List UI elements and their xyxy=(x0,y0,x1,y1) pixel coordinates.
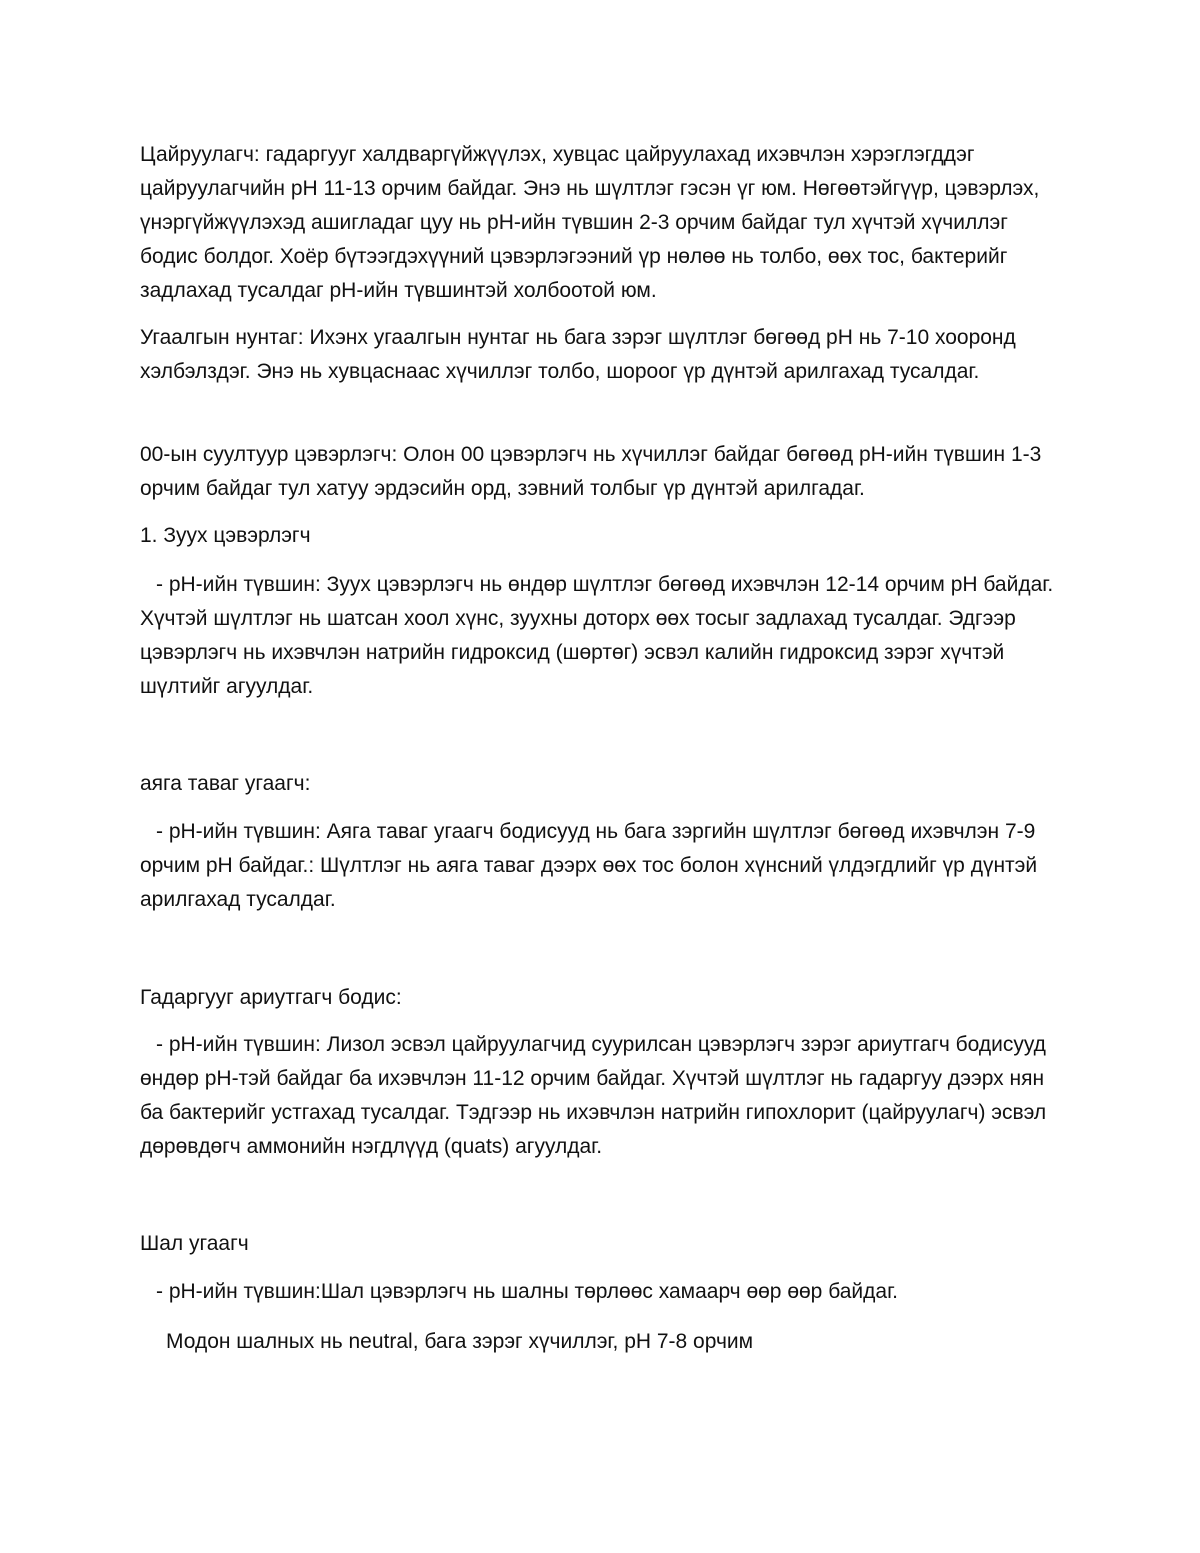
paragraph-dish-soap: - pH-ийн түвшин: Аяга таваг угаагч бодисууд нь бага зэргийн шүлтлэг бөгөөд ихэвчлэн 7-9 орчим pH байдаг.: Шүлтлэг нь аяга таваг дээрх өөх тос болон хүнсний үлдэгдлийг үр дүнтэй арилгахад тусалдаг. xyxy=(140,820,1038,911)
heading-floor-cleaner: Шал угаагч xyxy=(140,1232,249,1255)
heading-oven-cleaner: 1. Зуух цэвэрлэгч xyxy=(140,524,311,547)
paragraph-surface-disinfectant: - pH-ийн түвшин: Лизол эсвэл цайруулагчид суурилсан цэвэрлэгч зэрэг ариутгагч бодисууд өндөр pH-тэй байдаг ба ихэвчлэн 11-12 орчим байдаг. Хүчтэй шүлтлэг нь гадаргуу дээрх нян ба бактерийг устгахад тусалдаг. Тэдгээр нь ихэвчлэн натрийн гипохлорит (цайруулагч) эсвэл дөрөвдөгч аммонийн нэгдлүүд (quats) агуулдаг. xyxy=(140,1033,1047,1158)
paragraph-bleach: Цайруулагч: гадаргууг халдваргүйжүүлэх, хувцас цайруулахад ихэвчлэн хэрэглэгддэг цайруулагчийн pH 11-13 орчим байдаг. Энэ нь шүлтлэг гэсэн үг юм. Нөгөөтэйгүүр, цэвэрлэх, үнэргүйжүүлэхэд ашигладаг цуу нь pH-ийн түвшин 2-3 орчим байдаг тул хүчтэй хүчиллэг бодис болдог. Хоёр бүтээгдэхүүний цэвэрлэгээний үр нөлөө нь толбо, өөх тос, бактерийг задлахад тусалдаг pH-ийн түвшинтэй холбоотой юм. xyxy=(140,143,1040,302)
paragraph-oven-cleaner: - pH-ийн түвшин: Зуух цэвэрлэгч нь өндөр шүлтлэг бөгөөд ихэвчлэн 12-14 орчим pH байдаг. Хүчтэй шүлтлэг нь шатсан хоол хүнс, зуухны доторх өөх тосыг задлахад тусалдаг. Эдгээр цэвэрлэгч нь ихэвчлэн натрийн гидроксид (шөртөг) эсвэл калийн гидроксид зэрэг хүчтэй шүлтийг агуулдаг. xyxy=(140,573,1054,698)
paragraph-floor-cleaner: - pH-ийн түвшин:Шал цэвэрлэгч нь шалны төрлөөс хамаарч өөр өөр байдаг. xyxy=(156,1280,899,1303)
heading-dish-soap: аяга таваг угаагч: xyxy=(140,772,311,795)
paragraph-toilet-cleaner: 00-ын суултуур цэвэрлэгч: Олон 00 цэвэрлэгч нь хүчиллэг байдаг бөгөөд pH-ийн түвшин 1-3 орчим байдаг тул хатуу эрдэсийн орд, зэвний толбыг үр дүнтэй арилгадаг. xyxy=(140,443,1042,500)
heading-surface-disinfectant: Гадаргууг ариутгагч бодис: xyxy=(140,986,402,1009)
paragraph-floor-wood: Модон шалных нь neutral, бага зэрэг хүчиллэг, pH 7-8 орчим xyxy=(166,1330,754,1353)
paragraph-detergent: Угаалгын нунтаг: Ихэнх угаалгын нунтаг нь бага зэрэг шүлтлэг бөгөөд pH нь 7-10 хооронд хэлбэлздэг. Энэ нь хувцаснаас хүчиллэг толбо, шороог үр дүнтэй арилгахад тусалдаг. xyxy=(140,326,1016,383)
